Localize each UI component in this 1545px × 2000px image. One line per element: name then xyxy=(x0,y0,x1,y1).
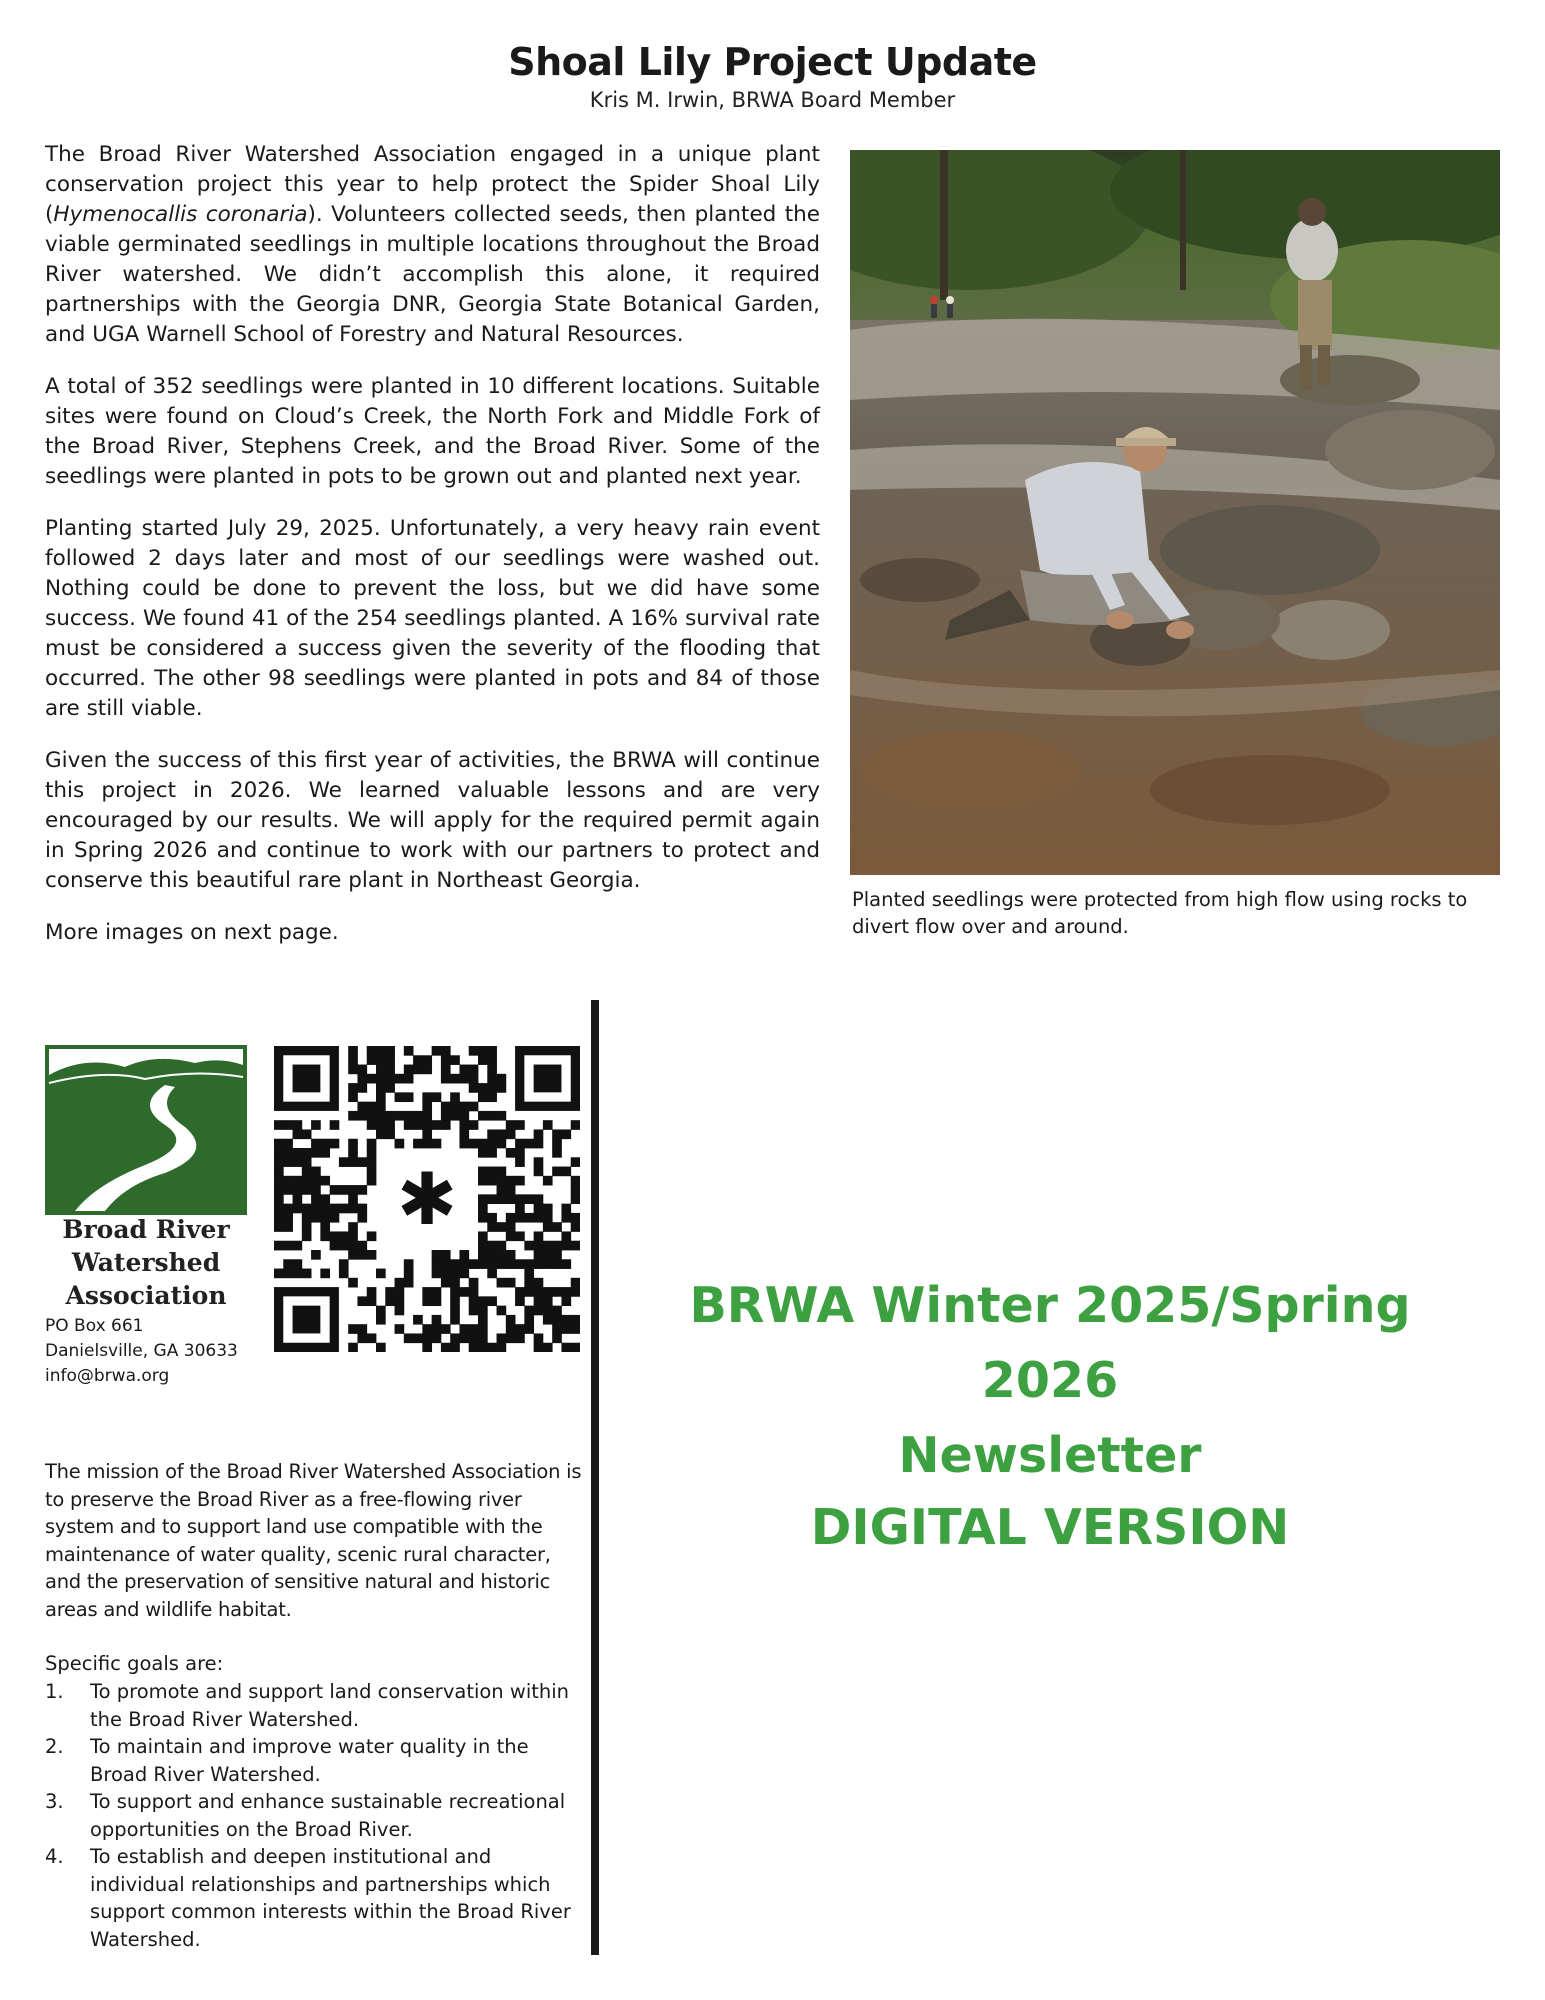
article-paragraph-3: Planting started July 29, 2025. Unfortunately, a very heavy rain event followed 2 days later and most of our seedlings were washed out. Nothing could be done to prevent the loss, but we did have some success. We found 41 of the 254 seedlings planted. A 16% survival rate must be considered a success given the severity of the flooding that occurred. The other 98 seedlings were planted in pots and 84 of those are still viable. xyxy=(45,516,820,721)
digital-version-label: DIGITAL VERSION xyxy=(810,1499,1290,1556)
newsletter-title: BRWA Winter 2025/Spring 2026 Newsletter xyxy=(689,1277,1411,1484)
svg-text:✱: ✱ xyxy=(396,1157,458,1241)
article-body xyxy=(45,140,820,970)
brwa-logo xyxy=(45,1045,247,1215)
list-item: 3. To support and enhance sustainable recreational opportunities on the Broad River. xyxy=(45,1790,566,1841)
list-item: 1. To promote and support land conservation within the Broad River Watershed. xyxy=(45,1680,570,1731)
author-byline: Kris M. Irwin, BRWA Board Member xyxy=(589,88,956,112)
city-state-zip: Danielsville, GA 30633 xyxy=(45,1341,238,1361)
article-paragraph-4: Given the success of this first year of activities, the BRWA will continue this project in 2026. We learned valuable lessons and are very encouraged by our results. We will apply for the required permit again in Spring 2026 and continue to work with our partners to protect and conserve this beautiful rare plant in Northeast Georgia. xyxy=(45,748,820,893)
page-title: Shoal Lily Project Update xyxy=(508,40,1037,84)
goals-list xyxy=(45,1678,585,1953)
more-images-note: More images on next page. xyxy=(45,920,339,945)
article-paragraph-1: The Broad River Watershed Association engaged in a unique plant conservation project this year to help protect the Spider Shoal Lily (Hymenocallis coronaria). Volunteers collected seeds, then planted the viable germinated seedlings in multiple locations throughout the Broad River watershed. We didn’t accomplish this alone, it required partnerships with the Georgia DNR, Georgia State Botanical Garden, and UGA Warnell School of Forestry and Natural Resources. xyxy=(45,142,820,347)
mission-statement: The mission of the Broad River Watershed Association is to preserve the Broad River as a free-flowing river system and to support land use compatible with the maintenance of water quality, scenic rural character, and the preservation of sensitive natural and historic areas and wildlife habitat. xyxy=(45,1460,582,1621)
column-divider xyxy=(591,1000,599,1955)
list-item: 2. To maintain and improve water quality in the Broad River Watershed. xyxy=(45,1735,529,1786)
qr-code[interactable] xyxy=(274,1046,580,1352)
photo-caption: Planted seedlings were protected from high flow using rocks to divert flow over and around. xyxy=(852,888,1468,938)
email-link[interactable]: info@brwa.org xyxy=(45,1366,170,1386)
list-item: 4. To establish and deepen institutional and individual relationships and partnerships which support common interests within the Broad River Watershed. xyxy=(45,1845,571,1951)
org-address xyxy=(45,1314,285,1389)
org-name: Broad River Watershed Association xyxy=(62,1215,230,1310)
goals-intro: Specific goals are: xyxy=(45,1652,224,1675)
article-paragraph-2: A total of 352 seedlings were planted in 10 different locations. Suitable sites were found on Cloud’s Creek, the North Fork and Middle Fork of the Broad River, Stephens Creek, and the Broad River. Some of the seedlings were planted in pots to be grown out and planted next year. xyxy=(45,374,820,489)
creek-photo xyxy=(850,150,1500,875)
po-box: PO Box 661 xyxy=(45,1316,144,1336)
species-name: Hymenocallis coronaria xyxy=(53,202,308,227)
